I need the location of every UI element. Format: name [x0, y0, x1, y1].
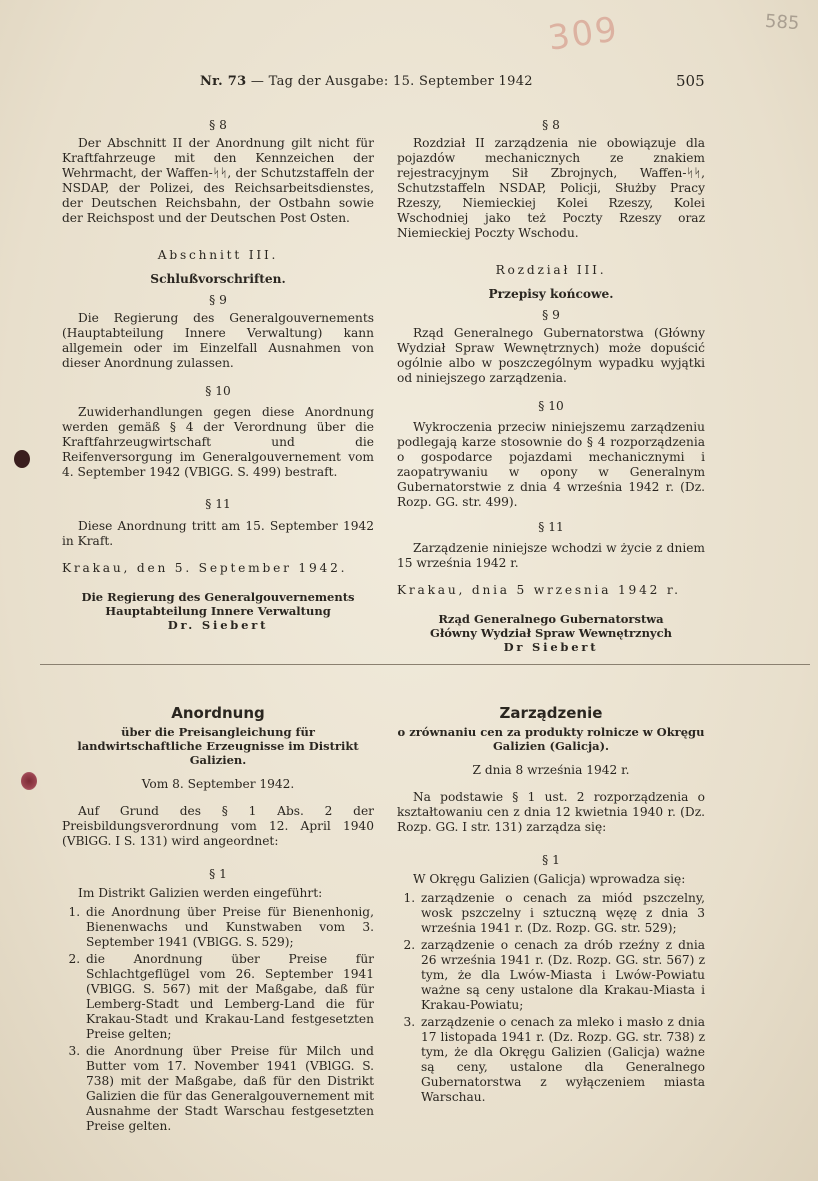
signature-department: Hauptabteilung Innere Verwaltung [105, 604, 331, 618]
section-1-heading: § 1 [542, 853, 560, 867]
section-1-lead: W Okręgu Galizien (Galicja) wprowadza się: [413, 872, 686, 886]
polish-column-top [397, 118, 705, 655]
list-item: 2. die Anordnung über Preise für Schlachtgeflügel vom 26. September 1941 (VBlGG. S. 567) mit der Maßgabe, daß für Lemberg-Stadt und Lemberg-Land die für Krakau-Stadt und Krakau-Land festgesetzten Preise gelten; [84, 952, 374, 1042]
ordinance-intro: Auf Grund des § 1 Abs. 2 der Preisbildungsverordnung vom 12. April 1940 (VBlGG. I S. 131) wird angeordnet: [62, 804, 374, 848]
list-item: 3. zarządzenie o cenach za mleko i masło z dnia 17 listopada 1941 r. (Dz. Rozp. GG. str. 738) z tym, że dla Okręgu Galizien (Galicja) ważne są ceny, ustalone dla Generalnego Gubernatorstwa z wyłączeniem miasta Warschau. [419, 1015, 705, 1105]
section-11-heading: § 11 [538, 520, 564, 534]
section-11-text: Zarządzenie niniejsze wchodzi w życie z dniem 15 września 1942 r. [397, 541, 705, 570]
handwritten-stamp-number: 309 [545, 9, 622, 59]
chapter-title: Przepisy końcowe. [488, 287, 614, 301]
section-9-text: Die Regierung des Generalgouvernements (Hauptabteilung Innere Verwaltung) kann allgemein oder im Einzelfall Ausnahmen von dieser Anordnung zulassen. [62, 311, 374, 370]
german-column-top [62, 118, 374, 633]
section-9-text: Rząd Generalnego Gubernatorstwa (Główny Wydział Spraw Wewnętrznych) może dopuścić ogólnie albo w poszczególnym wypadku wyjątki od niniejszego zarządzenia. [397, 326, 705, 385]
page-header [200, 74, 533, 89]
section-8-text: Rozdział II zarządzenia nie obowiązuje dla pojazdów mechanicznych ze znakiem rejestracyjnym Sił Zbrojnych, Waffen-ᛋᛋ, Schutzstaffeln NSDAP, Policji, Służby Pracy Rzeszy, Niemieckiej Kolei Rzeszy, Kolei Wschodniej jako też Poczty Rzeszy oraz Niemieckiej Poczty Wschodu. [397, 136, 705, 240]
section-8-heading: § 8 [542, 118, 560, 132]
place-and-date: Krakau, den 5. September 1942. [62, 561, 348, 575]
section-9-heading: § 9 [542, 308, 560, 322]
issue-number: Nr. 73 [200, 74, 247, 89]
punch-hole-stain [21, 772, 37, 790]
issue-date: — Tag der Ausgabe: 15. September 1942 [250, 74, 533, 89]
section-11-text: Diese Anordnung tritt am 15. September 1942 in Kraft. [62, 519, 374, 548]
list-item: 1. zarządzenie o cenach za miód pszczelny, wosk pszczelny i sztuczną węzę z dnia 3 września 1941 r. (Dz. Rozp. GG. str. 529); [419, 891, 705, 936]
list-item: 3. die Anordnung über Preise für Milch und Butter vom 17. November 1941 (VBlGG. S. 738) mit der Maßgabe, daß für den Distrikt Galizien die für das Generalgouvernement mit Ausnahme der Stadt Warschau festgesetzten Preise gelten. [84, 1044, 374, 1134]
signature-name: Dr. Siebert [167, 618, 269, 632]
chapter-heading: Abschnitt III. [157, 248, 279, 262]
section-8-text: Der Abschnitt II der Anordnung gilt nicht für Kraftfahrzeuge mit den Kennzeichen der Wehrmacht, der Waffen-ᛋᛋ, der Schutzstaffeln der NSDAP, der Polizei, des Reichsarbeitsdienstes, der Deutschen Reichsbahn, der Ostbahn sowie der Reichspost und der Deutschen Post Osten. [62, 136, 374, 225]
chapter-title: Schlußvorschriften. [150, 272, 286, 286]
ordinance-intro: Na podstawie § 1 ust. 2 rozporządzenia o kształtowaniu cen z dnia 12 kwietnia 1940 r. (Dz. Rozp. GG. I str. 131) zarządza się: [397, 790, 705, 834]
signature-authority: Rząd Generalnego Gubernatorstwa [438, 612, 664, 626]
section-9-heading: § 9 [209, 293, 227, 307]
ordinance-title: Anordnung [171, 704, 265, 722]
section-10-heading: § 10 [205, 384, 231, 398]
signature-name: Dr Siebert [503, 640, 599, 654]
ordinance-subtitle: über die Preisangleichung für landwirtschaftliche Erzeugnisse im Distrikt Galizien. [77, 725, 359, 767]
section-10-text: Zuwiderhandlungen gegen diese Anordnung werden gemäß § 4 der Verordnung über die Kraftfahrzeugwirtschaft und die Reifenversorgung im Generalgouvernement vom 4. September 1942 (VBlGG. S. 499) bestraft. [62, 405, 374, 479]
section-10-text: Wykroczenia przeciw niniejszemu zarządzeniu podlegają karze stosownie do § 4 rozporządzenia o gospodarce pojazdami mechanicznymi i zaopatrywaniu w opony w Generalnym Gubernatorstwie z dnia 4 września 1942 r. (Dz. Rozp. GG. str. 499). [397, 420, 705, 509]
section-11-heading: § 11 [205, 497, 231, 511]
section-divider [40, 664, 810, 665]
polish-column-bottom [397, 706, 705, 1107]
introduced-ordinances-list [397, 891, 705, 1105]
ordinance-subtitle: o zrównaniu cen za produkty rolnicze w Okręgu Galizien (Galicja). [397, 725, 705, 753]
ordinance-date: Z dnia 8 września 1942 r. [472, 763, 630, 777]
place-and-date: Krakau, dnia 5 wrzesnia 1942 r. [397, 583, 681, 597]
punch-hole-stain [14, 450, 30, 468]
signature-authority: Die Regierung des Generalgouvernements [81, 590, 355, 604]
list-item: 2. zarządzenie o cenach za drób rzeźny z dnia 26 września 1941 r. (Dz. Rozp. GG. str. 567) z tym, że dla Lwów-Miasta i Lwów-Powiatu ważne są ceny ustalone dla Krakau-Miasta i Krakau-Powiatu; [419, 938, 705, 1013]
page-number: 505 [676, 72, 705, 90]
ordinance-date: Vom 8. September 1942. [141, 777, 295, 791]
list-item: 1. die Anordnung über Preise für Bienenhonig, Bienenwachs und Kunstwaben vom 3. September 1941 (VBlGG. S. 529); [84, 905, 374, 950]
section-10-heading: § 10 [538, 399, 564, 413]
signature-department: Główny Wydział Spraw Wewnętrznych [430, 626, 672, 640]
section-1-lead: Im Distrikt Galizien werden eingeführt: [78, 886, 323, 900]
chapter-heading: Rozdział III. [495, 263, 607, 277]
introduced-ordinances-list [62, 905, 374, 1134]
german-column-bottom [62, 706, 374, 1136]
ordinance-title: Zarządzenie [499, 704, 603, 722]
section-1-heading: § 1 [209, 867, 227, 881]
pencil-mark-number: 585 [764, 10, 801, 35]
section-8-heading: § 8 [209, 118, 227, 132]
